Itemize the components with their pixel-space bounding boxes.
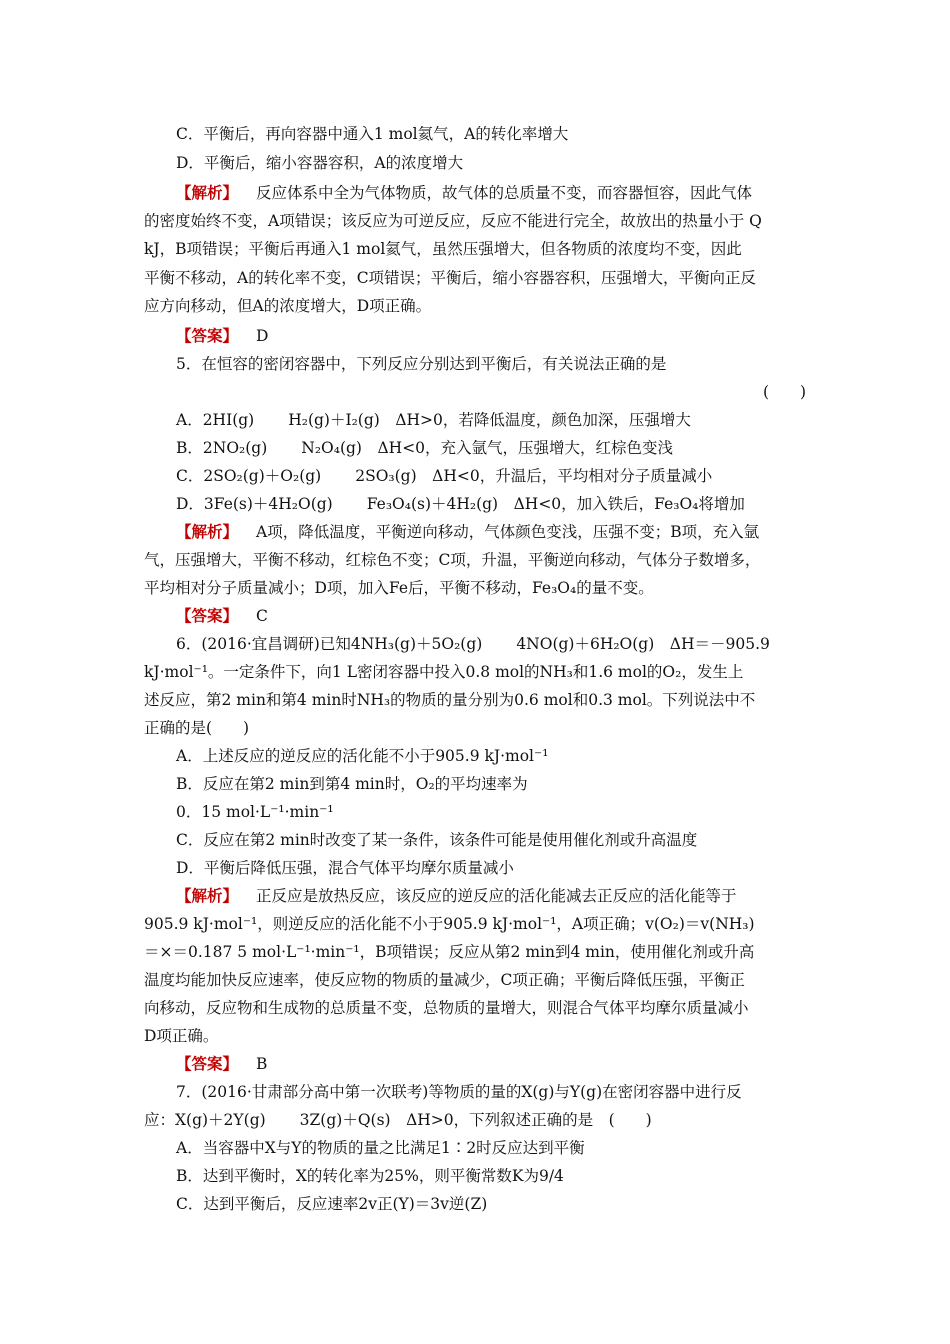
option-d-q4: D．平衡后，缩小容器容积，A的浓度增大 bbox=[176, 154, 464, 172]
analysis-q6-line: 【解析】 正反应是放热反应，该反应的逆反应的活化能减去正反应的活化能等于 bbox=[176, 886, 737, 905]
option-c-q5: C．2SO₂(g)＋O₂(g) 2SO₃(g) ΔH<0，升温后，平均相对分子质量减小 bbox=[176, 467, 713, 485]
analysis-q6-line: 905.9 kJ·mol⁻¹，则逆反应的活化能不小于905.9 kJ·mol⁻¹，A项正确；v(O₂)＝v(NH₃) bbox=[144, 915, 755, 933]
option-c-q7: C．达到平衡后，反应速率2v正(Y)＝3v逆(Z) bbox=[176, 1195, 488, 1213]
analysis-tag: 【解析】 bbox=[176, 886, 239, 905]
question-7-stem: 7．(2016·甘肃部分高中第一次联考)等物质的量的X(g)与Y(g)在密闭容器中进行反 bbox=[176, 1083, 742, 1101]
question-6-stem: kJ·mol⁻¹。一定条件下，向1 L密闭容器中投入0.8 mol的NH₃和1.6 mol的O₂，发生上 bbox=[144, 663, 744, 681]
analysis-q4-line: 【解析】 反应体系中全为气体物质，故气体的总质量不变，而容器恒容，因此气体 bbox=[176, 183, 753, 202]
analysis-q6-line: ＝×＝0.187 5 mol·L⁻¹·min⁻¹，B项错误；反应从第2 min到4 min，使用催化剂或升高 bbox=[144, 943, 755, 961]
analysis-q5-line: 【解析】 A项，降低温度，平衡逆向移动，气体颜色变浅，压强不变；B项，充入氩 bbox=[176, 522, 760, 541]
analysis-q6-line: D项正确。 bbox=[144, 1027, 219, 1045]
answer-bracket: ( ) bbox=[763, 383, 807, 401]
analysis-q5-line: 平均相对分子质量减小；D项，加入Fe后，平衡不移动，Fe₃O₄的量不变。 bbox=[144, 579, 654, 597]
option-a-q6: A．上述反应的逆反应的活化能不小于905.9 kJ·mol⁻¹ bbox=[176, 747, 549, 765]
analysis-q5-line: 气，压强增大，平衡不移动，红棕色不变；C项，升温，平衡逆向移动，气体分子数增多， bbox=[144, 551, 761, 569]
analysis-tag: 【解析】 bbox=[176, 522, 239, 541]
option-b-q6-cont: 0．15 mol·L⁻¹·min⁻¹ bbox=[176, 803, 334, 821]
question-6-stem: 述反应，第2 min和第4 min时NH₃的物质的量分别为0.6 mol和0.3 mol。下列说法中不 bbox=[144, 691, 756, 709]
analysis-q6-line: 向移动，反应物和生成物的总质量不变，总物质的量增大，则混合气体平均摩尔质量减小 bbox=[144, 999, 749, 1017]
option-a-q5: A．2HI(g) H₂(g)＋I₂(g) ΔH>0，若降低温度，颜色加深，压强增大 bbox=[176, 411, 691, 429]
option-a-q7: A．当容器中X与Y的物质的量之比满足1∶2时反应达到平衡 bbox=[176, 1139, 585, 1157]
analysis-q4-line: 平衡不移动，A的转化率不变，C项错误；平衡后，缩小容器容积，压强增大，平衡向正反 bbox=[144, 269, 757, 287]
analysis-tag: 【解析】 bbox=[176, 183, 239, 202]
answer-tag: 【答案】 bbox=[176, 1054, 239, 1073]
question-6-stem: 6．(2016·宜昌调研)已知4NH₃(g)＋5O₂(g) 4NO(g)＋6H₂O(g) ΔH＝－905.9 bbox=[176, 635, 770, 653]
answer-tag: 【答案】 bbox=[176, 606, 239, 625]
option-b-q5: B．2NO₂(g) N₂O₄(g) ΔH<0，充入氩气，压强增大，红棕色变浅 bbox=[176, 439, 674, 457]
answer-q5: 【答案】 C bbox=[176, 606, 268, 625]
option-c-q4: C．平衡后，再向容器中通入1 mol氦气，A的转化率增大 bbox=[176, 125, 569, 143]
answer-tag: 【答案】 bbox=[176, 326, 239, 345]
question-5-stem: 5．在恒容的密闭容器中，下列反应分别达到平衡后，有关说法正确的是 bbox=[176, 355, 667, 373]
answer-q6: 【答案】 B bbox=[176, 1054, 268, 1073]
analysis-q4-line: 应方向移动，但A的浓度增大，D项正确。 bbox=[144, 297, 432, 315]
analysis-q4-line: kJ，B项错误；平衡后再通入1 mol氦气，虽然压强增大，但各物质的浓度均不变，因此 bbox=[144, 240, 742, 258]
option-d-q5: D．3Fe(s)＋4H₂O(g) Fe₃O₄(s)＋4H₂(g) ΔH<0，加入铁后，Fe₃O₄将增加 bbox=[176, 495, 745, 513]
option-c-q6: C．反应在第2 min时改变了某一条件，该条件可能是使用催化剂或升高温度 bbox=[176, 831, 698, 849]
question-6-stem: 正确的是( ) bbox=[144, 719, 250, 737]
analysis-q6-line: 温度均能加快反应速率，使反应物的物质的量减少，C项正确；平衡后降低压强，平衡正 bbox=[144, 971, 745, 989]
analysis-q4-line: 的密度始终不变，A项错误；该反应为可逆反应，反应不能进行完全，故放出的热量小于 Q bbox=[144, 212, 762, 230]
option-b-q7: B．达到平衡时，X的转化率为25%，则平衡常数K为9/4 bbox=[176, 1167, 564, 1185]
question-7-stem: 应：X(g)＋2Y(g) 3Z(g)＋Q(s) ΔH>0，下列叙述正确的是 ( ) bbox=[144, 1111, 652, 1129]
option-d-q6: D．平衡后降低压强，混合气体平均摩尔质量减小 bbox=[176, 859, 514, 877]
option-b-q6: B．反应在第2 min到第4 min时，O₂的平均速率为 bbox=[176, 775, 528, 793]
answer-q4: 【答案】 D bbox=[176, 326, 269, 345]
